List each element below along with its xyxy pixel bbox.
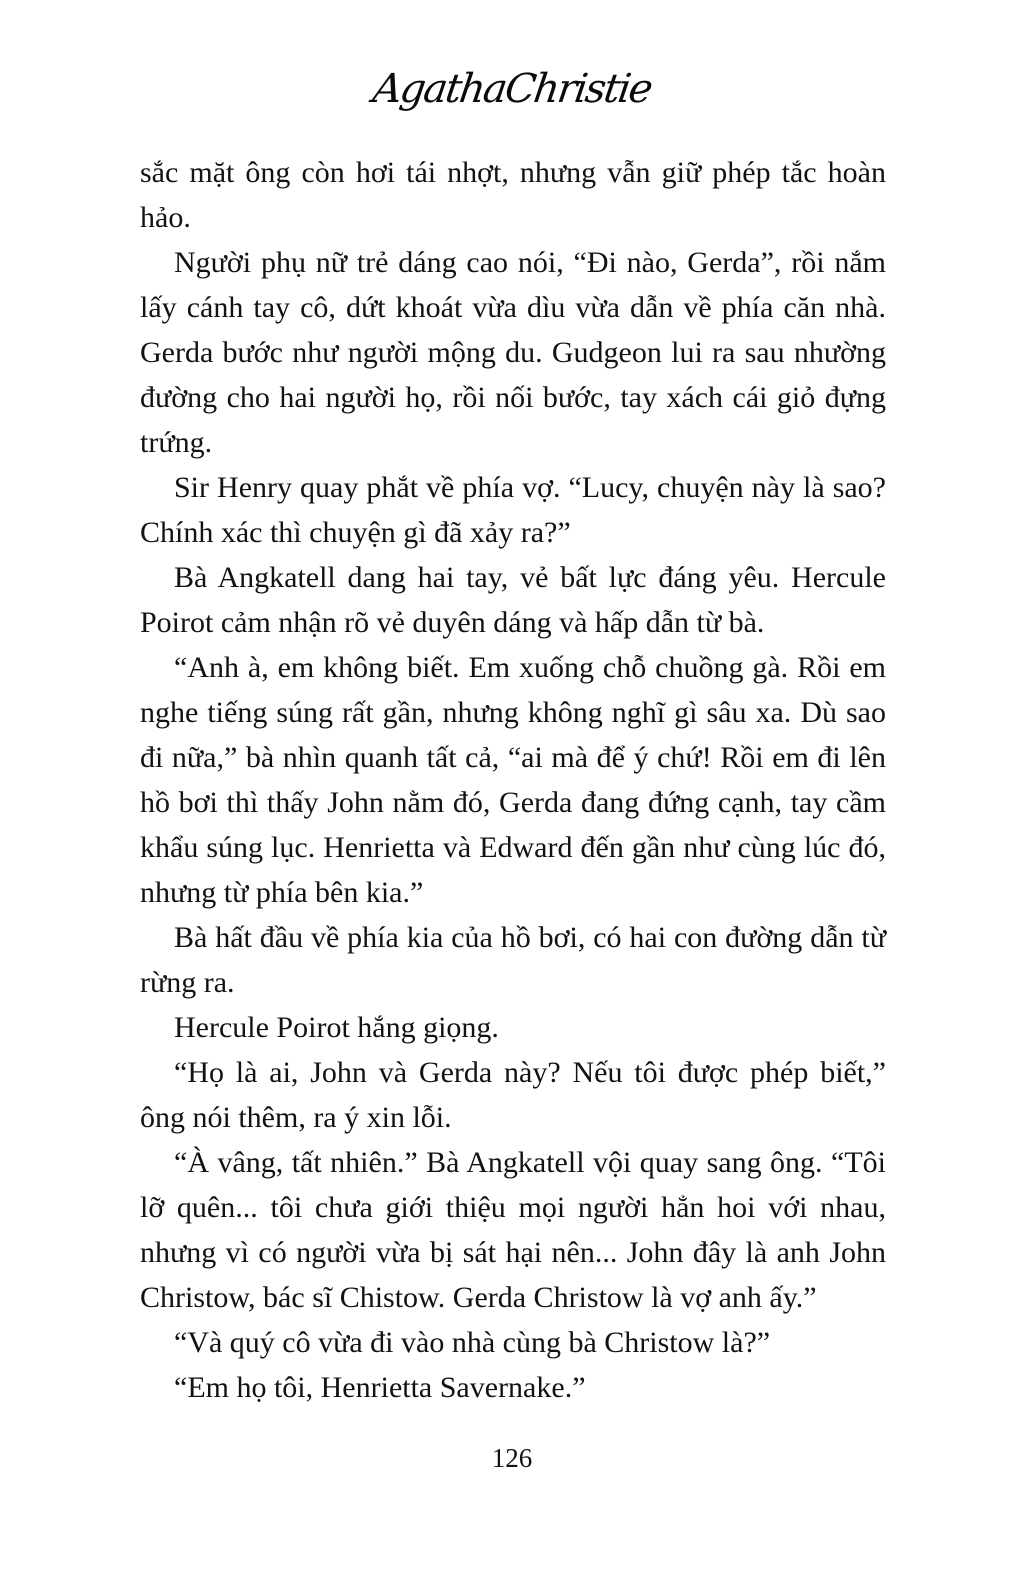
paragraph: Bà hất đầu về phía kia của hồ bơi, có hai con đường dẫn từ rừng ra. (140, 921, 886, 999)
paragraph: “Anh à, em không biết. Em xuống chỗ chuồng gà. Rồi em nghe tiếng súng rất gần, nhưng không nghĩ gì sâu xa. Dù sao đi nữa,” bà nhìn quanh tất cả, “ai mà để ý chứ! Rồi em đi lên hồ bơi thì thấy John nằm đó, Gerda đang đứng cạnh, tay cầm khẩu súng lục. Henrietta và Edward đến gần như cùng lúc đó, nhưng từ phía bên kia.” (140, 651, 886, 909)
paragraph: “À vâng, tất nhiên.” Bà Angkatell vội quay sang ông. “Tôi lỡ quên... tôi chưa giới thiệu mọi người hẳn hoi với nhau, nhưng vì có người vừa bị sát hại nên... John đây là anh John Christow, bác sĩ Chistow. Gerda Christow là vợ anh ấy.” (140, 1146, 886, 1314)
paragraph: Sir Henry quay phắt về phía vợ. “Lucy, chuyện này là sao? Chính xác thì chuyện gì đã xảy ra?” (140, 471, 886, 549)
paragraph: “Em họ tôi, Henrietta Savernake.” (174, 1371, 586, 1404)
paragraph: “Và quý cô vừa đi vào nhà cùng bà Christow là?” (174, 1326, 771, 1359)
agatha-christie-signature: AgathaChristie (370, 66, 654, 112)
page-number: 126 (491, 1443, 533, 1473)
paragraph: Hercule Poirot hắng giọng. (174, 1011, 499, 1044)
paragraph: Người phụ nữ trẻ dáng cao nói, “Đi nào, Gerda”, rồi nắm lấy cánh tay cô, dứt khoát vừa dìu vừa dẫn về phía căn nhà. Gerda bước như người mộng du. Gudgeon lui ra sau nhường đường cho hai người họ, rồi nối bước, tay xách cái giỏ đựng trứng. (140, 246, 886, 459)
page-body (140, 150, 886, 1410)
paragraph: Bà Angkatell dang hai tay, vẻ bất lực đáng yêu. Hercule Poirot cảm nhận rõ vẻ duyên dáng và hấp dẫn từ bà. (140, 561, 886, 639)
paragraph: “Họ là ai, John và Gerda này? Nếu tôi được phép biết,” ông nói thêm, ra ý xin lỗi. (140, 1056, 886, 1134)
paragraph: sắc mặt ông còn hơi tái nhợt, nhưng vẫn giữ phép tắc hoàn hảo. (140, 156, 886, 234)
